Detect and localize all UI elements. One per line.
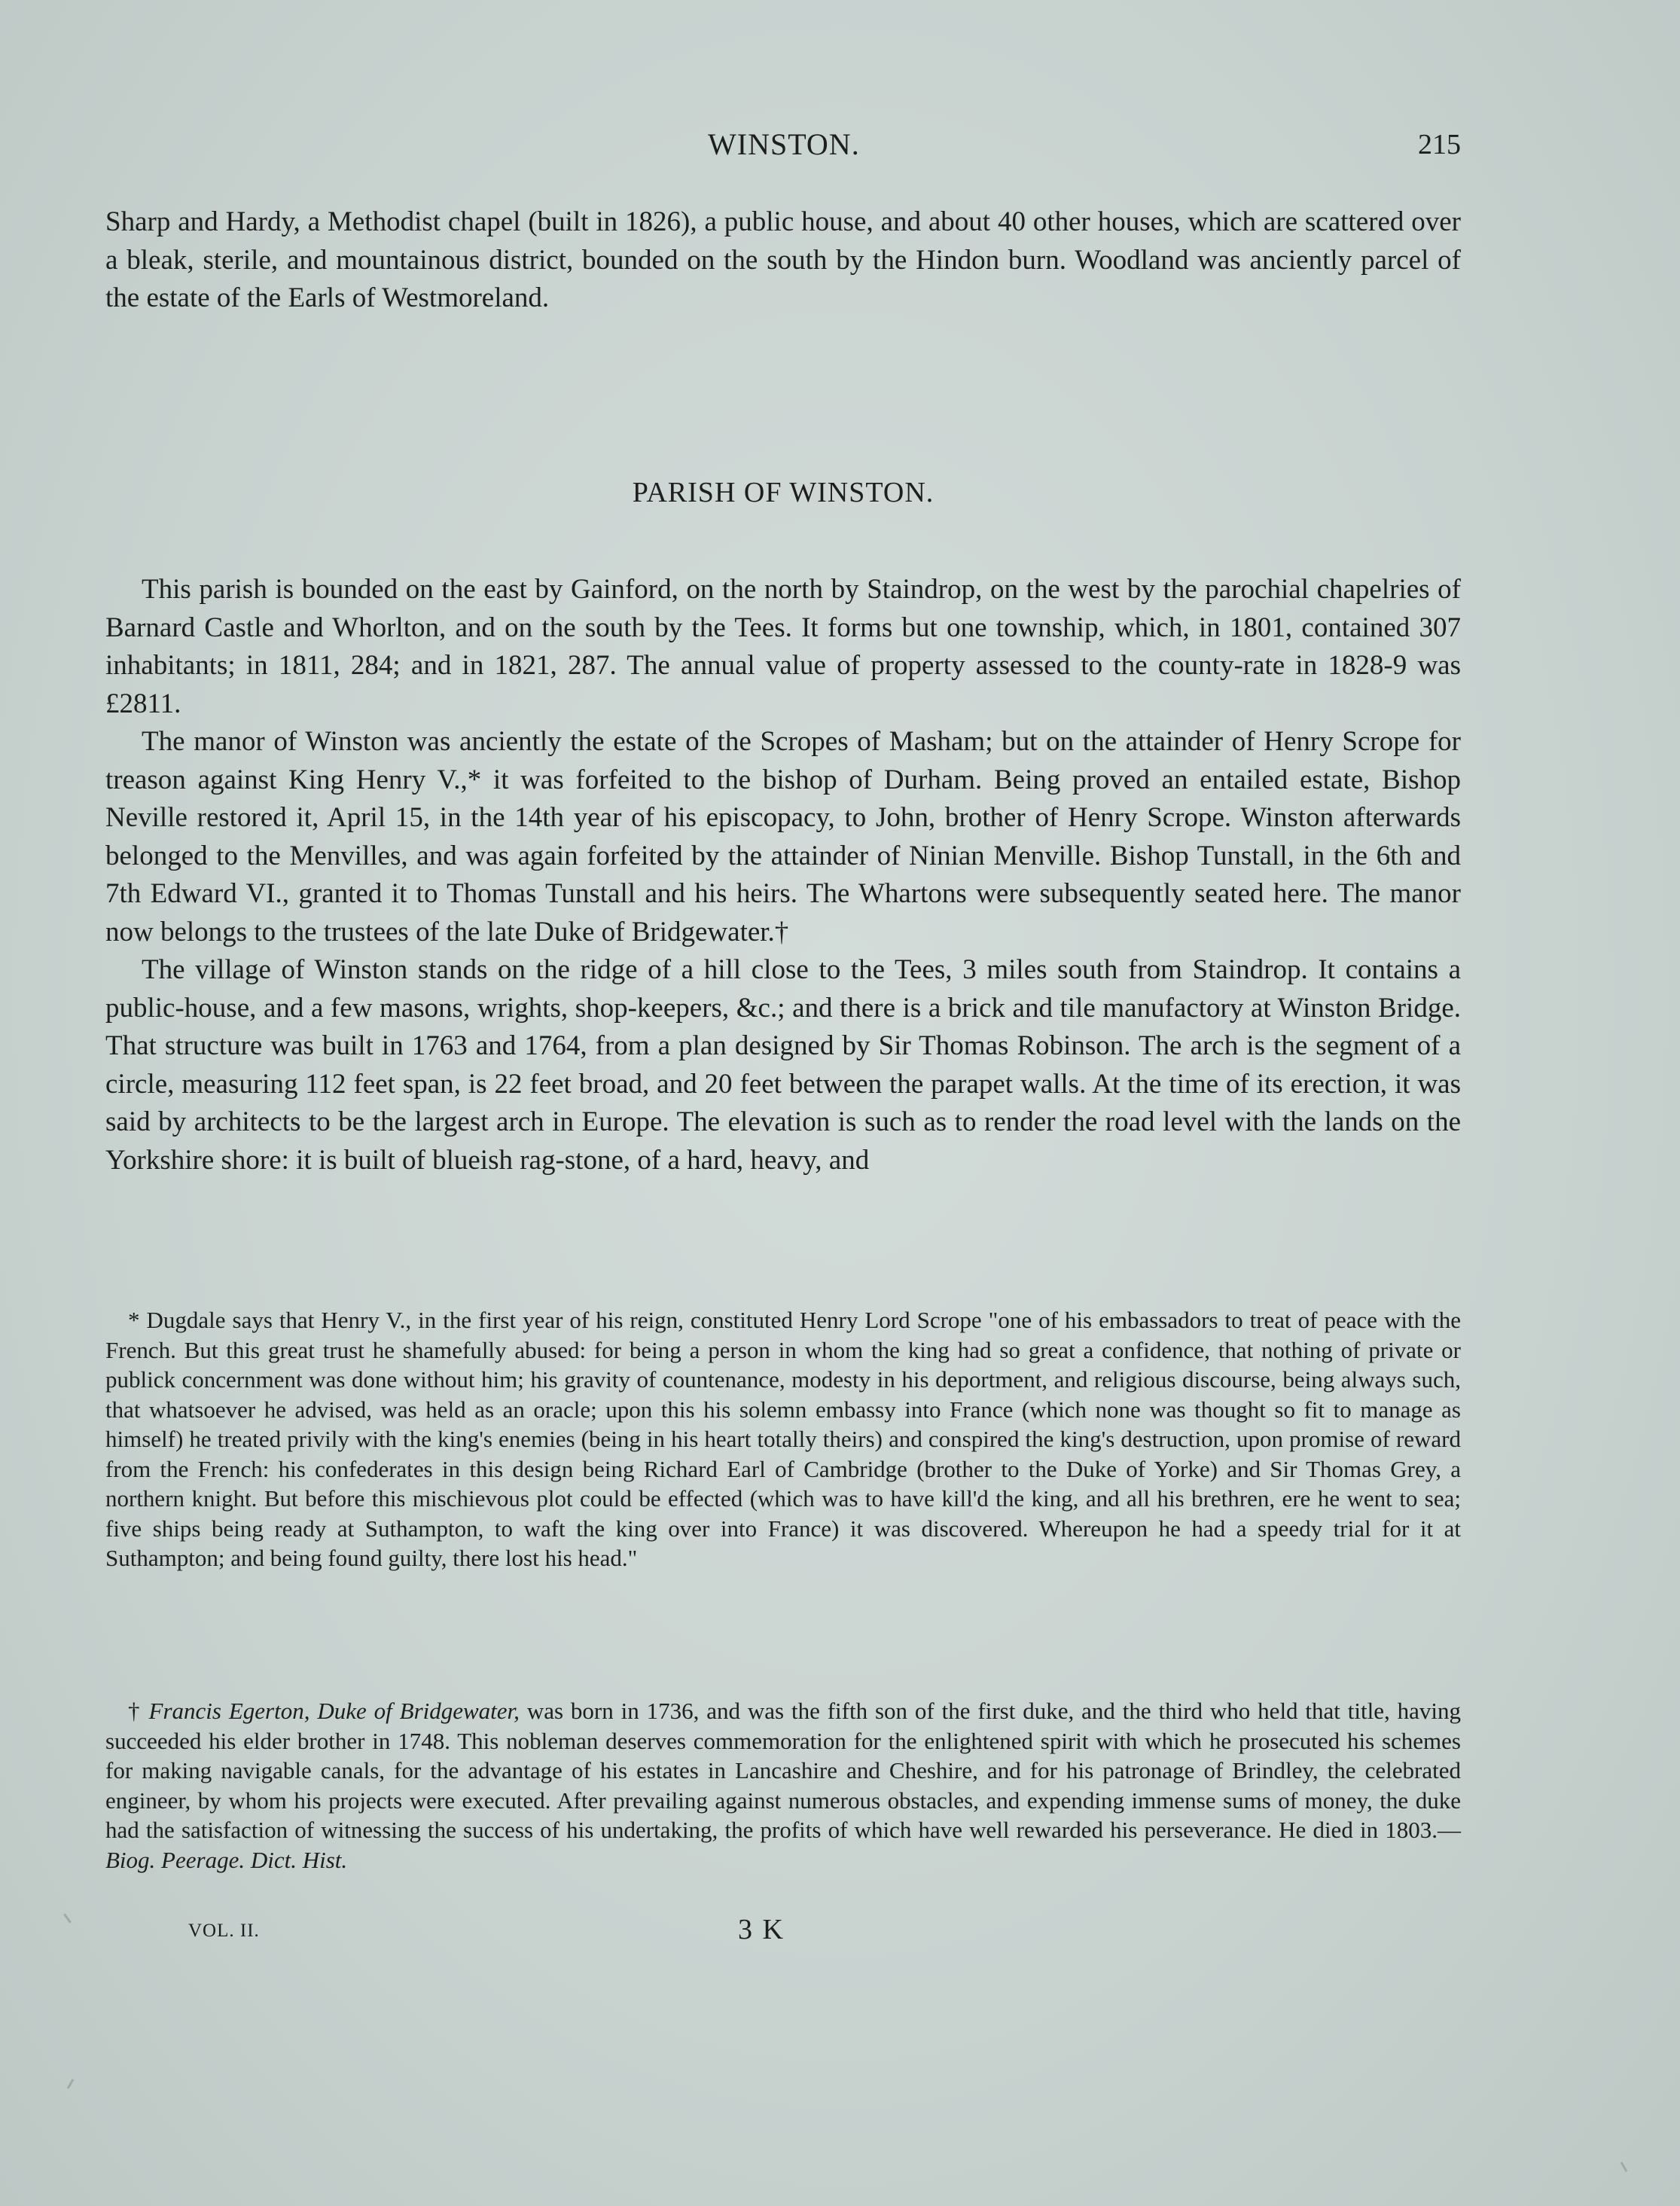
paper-speck <box>1621 2162 1628 2172</box>
paragraph-manor: The manor of Winston was anciently the estate of the Scropes of Masham; but on the attainder of Henry Scrope for treason against King Henry V.,* it was forfeited to the bishop of Durham. Being proved an entailed estate, Bishop Neville restored it, April 15, in the 14th year of his episcopacy, to John, brother of Henry Scrope. Winston afterwards belonged to the Menvilles, and was again forfeited by the attainder of Ninian Menville. Bishop Tunstall, in the 6th and 7th Edward VI., granted it to Thomas Tunstall and his heirs. The Whartons were subsequently seated here. The manor now belongs to the trustees of the late Duke of Bridgewater.† <box>105 726 1461 947</box>
parish-text <box>105 571 1461 1179</box>
footnote-2-text <box>105 1696 1461 1875</box>
footnote-dugdale <box>105 1305 1461 1573</box>
running-title: WINSTON. <box>708 127 860 161</box>
signature-mark: 3 K <box>738 1914 785 1945</box>
page-header <box>105 127 1461 172</box>
intro-text <box>105 203 1461 318</box>
paragraph-boundaries: This parish is bounded on the east by Gainford, on the north by Staindrop, on the west by the parochial chapelries of Barnard Castle and Whorlton, and on the south by the Tees. It forms but one township, which, in 1801, contained 307 inhabitants; in 1811, 284; and in 1821, 287. The annual value of property assessed to the county-rate in 1828-9 was £2811. <box>105 574 1461 719</box>
volume-label: VOL. II. <box>188 1921 260 1941</box>
footnote-1-text: * Dugdale says that Henry V., in the first year of his reign, constituted Henry Lord Scrope "one of his embassadors to treat of peace with the French. But this great trust he shamefully abused: for being a person in whom the king had so great a confidence, that nothing of private or publick concernment was done without him; his gravity of countenance, modesty in his deportment, and religious discourse, being always such, that whatsoever he advised, was held as an oracle; upon this his solemn embassy into France (which none was thought so fit to manage as himself) he treated privily with the king's enemies (being in his heart totally theirs) and conspired the king's destruction, upon promise of reward from the French: his confederates in this design being Richard Earl of Cambridge (brother to the Duke of Yorke) and Sir Thomas Grey, a northern knight. But before this mischievous plot could be effected (which was to have kill'd the king, and all his brethren, ere he went to sea; five ships being ready at Suthampton, to waft the king over into France) it was discovered. Whereupon he had a speedy trial for it at Suthampton; and being found guilty, there lost his head." <box>105 1307 1461 1571</box>
paragraph-village: The village of Winston stands on the ridge of a hill close to the Tees, 3 miles south from Staindrop. It contains a public-house, and a few masons, wrights, shop-keepers, &c.; and there is a brick and tile manufactory at Winston Bridge. That structure was built in 1763 and 1764, from a plan designed by Sir Thomas Robinson. The arch is the segment of a circle, measuring 112 feet span, is 22 feet broad, and 20 feet between the parapet walls. At the time of its erection, it was said by architects to be the largest arch in Europe. The elevation is such as to render the road level with the lands on the Yorkshire shore: it is built of blueish rag-stone, of a hard, heavy, and <box>105 954 1461 1176</box>
footnote-2-name: Francis Egerton, Duke of Bridgewater, <box>148 1698 520 1724</box>
footnote-2-body: was born in 1736, and was the fifth son of the first duke, and the third who held that title, having succeeded his elder brother in 1748. This nobleman deserves commemoration for the enlightened spirit with which he prosecuted his schemes for making navigable canals, for the advantage of his estates in Lancashire and Cheshire, and for his patronage of Brindley, the celebrated engineer, by whom his projects were executed. After prevailing against numerous obstacles, and expending immense sums of money, the duke had the satisfaction of witnessing the success of his undertaking, the profits of which have well rewarded his perseverance. He died in 1803.— <box>105 1698 1462 1843</box>
footnote-2-marker: † <box>128 1698 142 1724</box>
footnote-egerton <box>105 1696 1461 1875</box>
footnote-2-source: Biog. Peerage. Dict. Hist. <box>105 1846 348 1873</box>
section-heading: PARISH OF WINSTON. <box>632 477 935 508</box>
paper-speck <box>67 2079 75 2089</box>
page-footer <box>105 1913 1461 1951</box>
paper-speck <box>63 1913 71 1923</box>
page-number: 215 <box>1418 129 1461 160</box>
intro-paragraph: Sharp and Hardy, a Methodist chapel (built in 1826), a public house, and about 40 other houses, which are scattered over a bleak, sterile, and mountainous district, bounded on the south by the Hindon burn. Woodland was anciently parcel of the estate of the Earls of Westmoreland. <box>105 206 1461 313</box>
